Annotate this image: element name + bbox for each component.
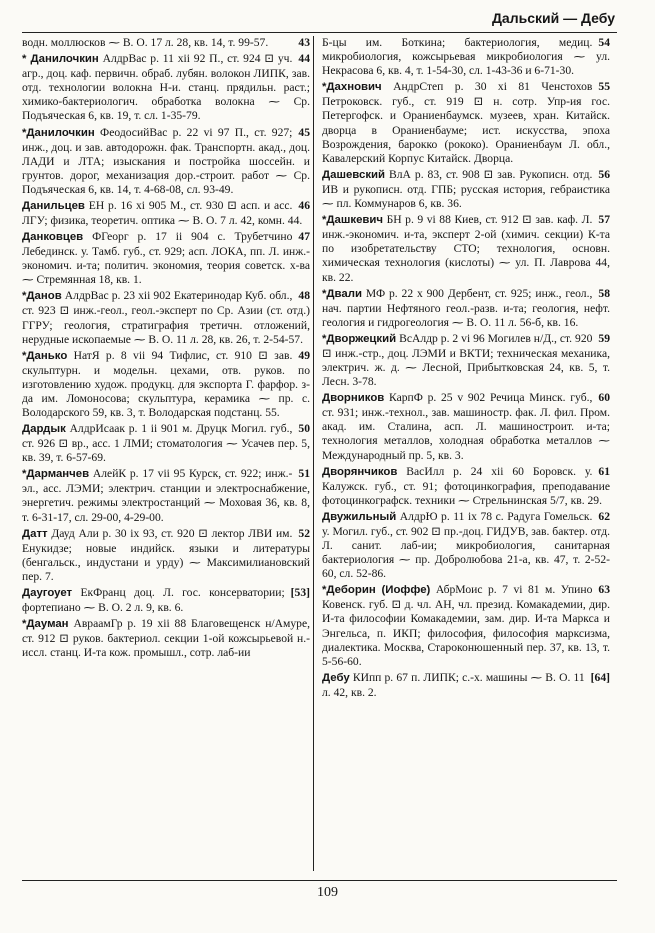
entry-number: 49	[298, 348, 310, 362]
entry-name: *Дашкевич	[322, 214, 384, 227]
dictionary-entry	[322, 168, 610, 211]
page-number: 109	[317, 885, 338, 900]
entry-text: Дауд Али р. 30 ix 93, ст. 920 ⊡ лектор ЛВИ им. Енукидзе; новые индийск. языки и литературы (бенгальск., индустани и урду) ⁓ Максимилиановский пер. 7.	[22, 526, 310, 583]
entry-text: ВсАлдр р. 2 vi 96 Могилев н/Д., ст. 920 ⊡ инж.-стр., доц. ЛЭМИ и ВКТИ; техническая механика, электрич. ж. д. ⁓ Лесной, Прибытковская 24, кв. 5, т. Лесн. 3-78.	[322, 331, 610, 389]
entry-text: НатЯ р. 8 vii 94 Тифлис, ст. 910 ⊡ зав. скульптурн. и модельн. цехами, отв. руков. по изготовлению худож. продукц. для экспорта Г. фарфор. з-да им. Ломоносова; скульптура, керамика ⁓ пр. с. Володарского 59, кв. 3, т. Володарская подстанц. 55.	[22, 348, 310, 420]
entry-text: ВасИлл р. 24 xii 60 Боровск. у. Калужск. губ., ст. 91; фотоцинкография, преподавание фотоцинкографск. техники ⁓ Стрельнинская 5/7, кв. 29.	[322, 464, 610, 507]
entry-number: 60	[598, 391, 610, 405]
entry-name: *Двали	[322, 287, 362, 300]
entry-text: ЕН р. 16 xi 905 М., ст. 930 ⊡ асп. и асс. ЛГУ; физика, теоретич. оптика ⁓ В. О. 7 л. 42, комн. 44.	[22, 199, 303, 227]
entry-text: ВлА р. 83, ст. 908 ⊡ зав. Рукописн. отд. ИВ и рукописн. отд. ГПБ; русская история, гебраистика ⁓ пл. Коммунаров 6, кв. 36.	[322, 168, 610, 211]
entry-number: 54	[598, 36, 610, 49]
entry-number: 58	[598, 286, 610, 300]
entry-number: 52	[298, 526, 310, 540]
entry-text: ФГеорг р. 17 ii 904 с. Трубетчино Лебединск. у. Тамб. губ., ст. 929; асп. ЛОКА, пп. Л. инж.-экономич. и-та; политич. экономия, теория советск. х-ва ⁓ Стремянная 18, кв. 1.	[22, 230, 310, 287]
entry-name: *Дахнович	[322, 81, 382, 94]
entry-name: *Деборин (Иоффе)	[322, 584, 431, 597]
running-header: Дальский — Дебу	[491, 10, 615, 26]
dictionary-entry	[322, 510, 610, 581]
dictionary-entry	[322, 332, 610, 389]
dictionary-entry	[22, 586, 310, 615]
entry-number: 55	[598, 80, 610, 94]
dictionary-entry	[322, 391, 610, 462]
entry-text: КИпп р. 67 п. ЛИПК; с.-х. машины ⁓ В. О. 11 л. 42, кв. 2.	[322, 670, 585, 699]
entry-text: Б-цы им. Боткина; бактериология, медиц. микробиология, кожсырьевая микробиология ⁓ ул. Некрасова 6, кв. 4, т. 1-54-30, сл. 1-43-36 и 6-71-30.	[322, 36, 610, 78]
dictionary-entry	[22, 422, 310, 465]
entry-name: Дардык	[22, 423, 66, 436]
entry-name: *Данилочкин	[22, 126, 95, 139]
dictionary-entry	[22, 289, 310, 346]
entry-number: 48	[298, 289, 310, 303]
entry-number: 46	[298, 199, 310, 213]
entry-number: 44	[298, 52, 310, 66]
dictionary-entry	[22, 467, 310, 524]
entry-name: Дворников	[322, 392, 385, 405]
dictionary-entry	[22, 527, 310, 584]
header-rule	[22, 32, 617, 33]
right-column	[322, 36, 610, 702]
entry-name: Дворянчиков	[322, 465, 398, 478]
entry-name: * Данилочкин	[22, 53, 99, 66]
dictionary-entry	[322, 80, 610, 166]
dictionary-entry	[322, 671, 610, 700]
entry-name: Данковцев	[22, 231, 84, 244]
entry-number: 43	[298, 36, 310, 49]
entry-text: ЕкФранц доц. Л. гос. консерватории; фортепиано ⁓ В. О. 2 л. 9, кв. 6.	[22, 586, 285, 614]
entry-name: *Данов	[22, 290, 62, 303]
dictionary-entry	[322, 213, 610, 284]
dictionary-entry	[22, 349, 310, 420]
entry-text: АвраамГр р. 19 xii 88 Благовещенск н/Амуре, ст. 912 ⊡ руков. бактериол. секции 1-ой кожсырьевой н.-иссл. станц. И-та кож. промышл., сотр. лаб-ии	[22, 617, 310, 660]
entry-name: *Данько	[22, 349, 68, 362]
dictionary-entry	[22, 617, 310, 660]
dictionary-entry	[22, 230, 310, 287]
entry-text: АлдрВас р. 11 xii 92 П., ст. 924 ⊡ уч. агр., доц. каф. первичн. обраб. лубян. волокон ЛИПК, зав. отд. технологии волокна Н-и. станц. прядильн. раст.; химико-бактериологич. обработка волокна ⁓ Ср. Подъяческая 6, кв. 19, т. сл. 1-35-79.	[22, 52, 310, 123]
dictionary-entry	[322, 36, 610, 78]
entry-number: 61	[598, 464, 610, 478]
entry-text: АбрМоис р. 7 vi 81 м. Упино Ковенск. губ. ⊡ д. чл. АН, чл. презид. Комакадемии, дир. И-та философии Комакадемии, зам. дир. И-та Маркса и Энгельса, п. ИКП; философия, философия марксизма, диалектика. Москва, Староконюшенный пер. 37, кв. 13, т. 5-56-60.	[322, 583, 610, 668]
entry-name: Дебу	[322, 671, 350, 684]
entry-number: 47	[298, 230, 310, 244]
entry-name: Двужильный	[322, 510, 397, 523]
entry-text: АндрСтеп р. 30 xi 81 Ченстохов Петроковск. губ., ст. 919 ⊡ н. сотр. Упр-ия гос. Петергофск. и Ораниенбаумск. музеев, хран. Китайск. дворца в Ораниенбауме; ист. искусства, эпоха Возрождения, барокко (рококо). Ораниенбаум Л. обл., Кавалерский Корпус Китайск. Дворца.	[322, 80, 610, 165]
entry-text: БН р. 9 vi 88 Киев, ст. 912 ⊡ зав. каф. Л. инж.-экономич. и-та, эксперт 2-ой (химич. секции) К-та по изобретательству СТО; технология, основн. химическая технология (кислоты) ⁓ ул. П. Лаврова 44, кв. 22.	[322, 213, 610, 284]
entry-text: АлдрВас р. 23 xii 902 Екатеринодар Куб. обл., ст. 923 ⊡ инж.-геол., геол.-эксперт по Ср. Азии (ст. отд.) ГГРУ; геология, стратиграфия третичн. отложений, нерудные ископаемые ⁓ В. О. 11 л. 28, кв. 26, т. 2-54-57.	[22, 289, 310, 346]
entry-name: Дашевский	[322, 169, 386, 182]
entry-name: Даугоует	[22, 587, 73, 600]
entry-text: водн. моллюсков ⁓ В. О. 17 л. 28, кв. 14, т. 99-57.	[22, 36, 269, 49]
entry-number: 50	[298, 422, 310, 436]
entry-text: ФеодосийВас р. 22 vi 97 П., ст. 927; инж., доц. и зав. автодорожн. фак. Транспортн. акад., доц. ЛАДИ и ЛТА; изыскания и постройка шоссейн. и грунтов. дорог, механизация дор.-строит. работ ⁓ Ср. Подъяческая 6, кв. 14, т. 4-68-08, сл. 93-49.	[22, 125, 310, 196]
dictionary-entry	[22, 52, 310, 123]
dictionary-entry	[322, 465, 610, 508]
entry-name: *Дауман	[22, 618, 69, 631]
entry-text: АлдрИсаак р. 1 ii 901 м. Друцк Могил. губ., ст. 926 ⊡ вр., асс. 1 ЛМИ; стоматология ⁓ Усачев пер. 5, кв. 39, т. 6-57-69.	[22, 422, 310, 465]
column-divider	[313, 36, 314, 871]
entry-number: 57	[598, 213, 610, 227]
entry-number: 56	[598, 168, 610, 182]
entry-name: *Дворжецкий	[322, 332, 397, 345]
entry-text: АлдрЮ р. 11 ix 78 с. Радуга Гомельск. у. Могил. губ., ст. 902 ⊡ пр.-доц. ГИДУВ, зав. бактер. отд. Л. санит. лаб-ии; микробиология, санитарная бактериология ⁓ пр. Добролюбова 21-а, кв. 47, т. 2-52-60, сл. 52-86.	[322, 509, 610, 581]
entry-number: 59	[598, 331, 610, 345]
entry-text: КарпФ р. 25 v 902 Речица Минск. губ., ст. 931; инж.-технол., зав. машиностр. фак. Л. фил. Пром. акад. им. Сталина, асп. Л. машиностроит. и-та; технология металлов, холодная обработка металлов ⁓ Международный пр. 5, кв. 3.	[322, 391, 610, 462]
entry-text: АлейК р. 17 vii 95 Курск, ст. 922; инж.-эл., асс. ЛЭМИ; электрич. станции и электроснабжение, энергетич. режимы электростанций ⁓ Моховая 36, кв. 8, т. 6-31-17, сл. 29-00, 4-29-00.	[22, 467, 310, 524]
dictionary-entry	[22, 36, 310, 50]
dictionary-entry	[322, 583, 610, 669]
entry-number: 63	[598, 583, 610, 597]
entry-number: 51	[298, 467, 310, 481]
entry-name: Данильцев	[22, 200, 85, 213]
entry-number: 62	[598, 509, 610, 523]
dictionary-entry	[22, 126, 310, 197]
dictionary-entry	[322, 287, 610, 330]
footer-rule	[22, 880, 617, 881]
entry-number: [64]	[590, 670, 610, 684]
left-column	[22, 36, 310, 662]
entry-text: МФ р. 22 x 900 Дербент, ст. 925; инж., геол., нач. партии Нефтяного геол.-разв. и-та; геология, нефт. геология и гидрогеология ⁓ В. О. 11 л. 56-б, кв. 16.	[322, 286, 610, 329]
entry-name: Датт	[22, 527, 48, 540]
entry-number: 45	[298, 125, 310, 139]
entry-name: *Дарманчев	[22, 468, 90, 481]
dictionary-entry	[22, 199, 310, 228]
entry-number: [53]	[290, 586, 310, 600]
